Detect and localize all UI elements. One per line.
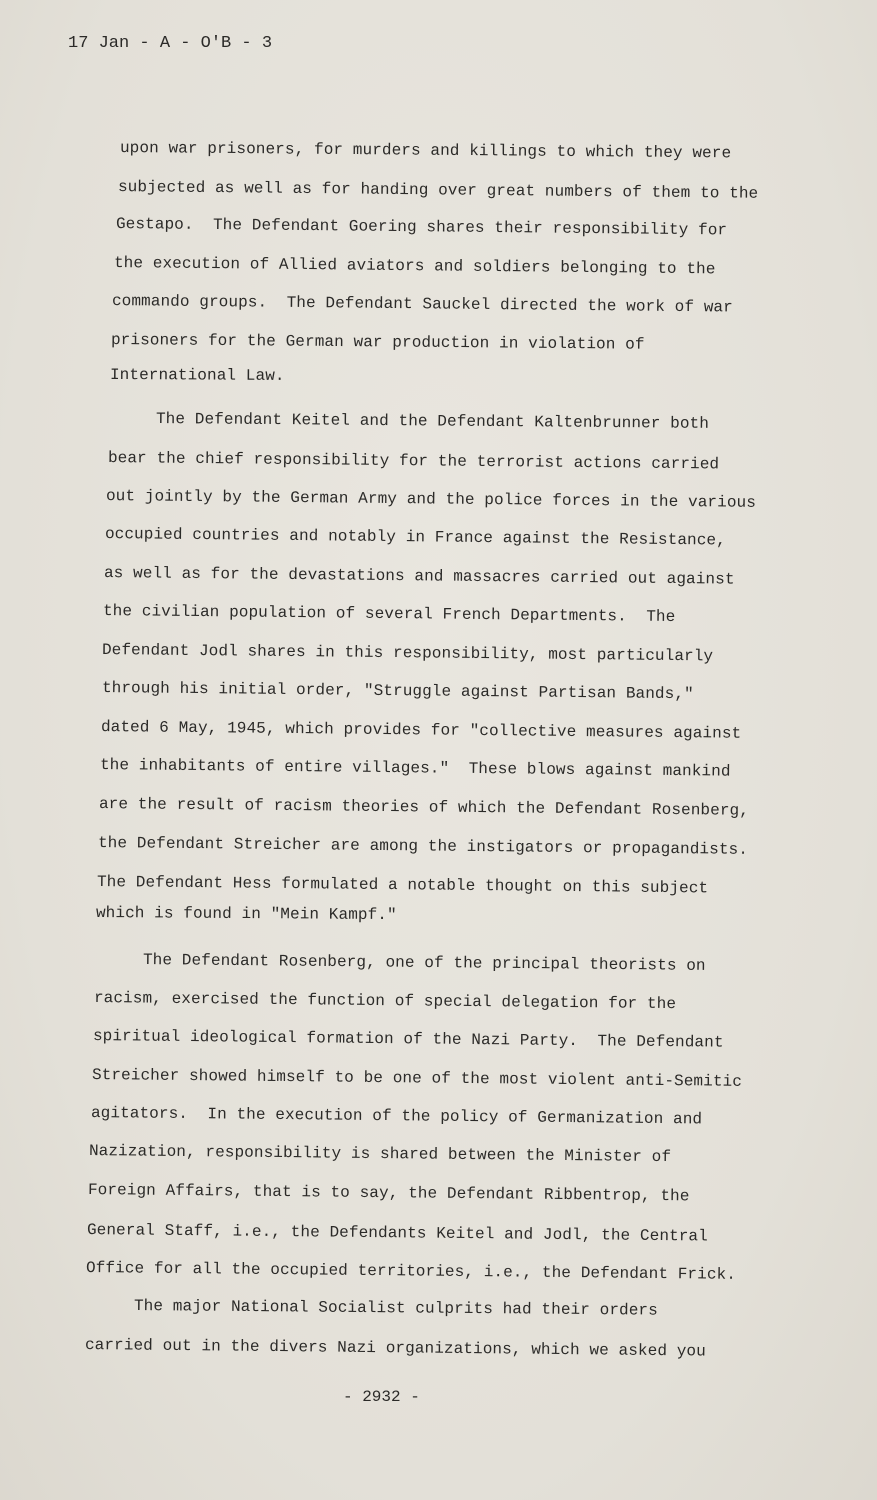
text-line: the inhabitants of entire villages." These blows against mankind: [99, 756, 731, 781]
text-line: through his initial order, "Struggle against Partisan Bands,": [101, 679, 694, 704]
text-line: Streicher showed himself to be one of the most violent anti-Semitic: [91, 1066, 743, 1091]
text-line: subjected as well as for handing over great numbers of them to the: [117, 178, 759, 203]
text-line: dated 6 May, 1945, which provides for "collective measures against: [100, 718, 742, 743]
text-line: Gestapo. The Defendant Goering shares their responsibility for: [115, 215, 728, 240]
text-line: which is found in "Mein Kampf.": [95, 904, 397, 925]
text-line: The Defendant Hess formulated a notable thought on this subject: [96, 873, 709, 898]
text-line: bear the chief responsibility for the terrorist actions carried: [107, 449, 720, 474]
text-line: upon war prisoners, for murders and killings to which they were: [119, 139, 732, 163]
page-header: 17 Jan - A - O'B - 3: [68, 34, 273, 53]
text-line: The Defendant Keitel and the Defendant Kaltenbrunner both: [155, 410, 710, 433]
text-line: are the result of racism theories of which the Defendant Rosenberg,: [98, 795, 750, 820]
text-line: The major National Socialist culprits had their orders: [133, 1297, 658, 1320]
text-line: the execution of Allied aviators and soldiers belonging to the: [113, 254, 716, 279]
text-line: The Defendant Rosenberg, one of the principal theorists on: [142, 951, 706, 975]
text-line: International Law.: [109, 366, 285, 385]
text-line: Nazization, responsibility is shared between the Minister of: [88, 1142, 672, 1167]
text-line: spiritual ideological formation of the Nazi Party. The Defendant: [92, 1027, 724, 1052]
text-line: carried out in the divers Nazi organizations, which we asked you: [84, 1336, 706, 1361]
text-line: Foreign Affairs, that is to say, the Defendant Ribbentrop, the: [87, 1181, 690, 1206]
page-number: - 2932 -: [343, 1388, 420, 1406]
text-line: Defendant Jodl shares in this responsibility, most particularly: [101, 641, 714, 666]
text-line: as well as for the devastations and massacres carried out against: [103, 564, 735, 589]
text-line: commando groups. The Defendant Sauckel directed the work of war: [111, 292, 733, 317]
text-line: prisoners for the German war production in violation of: [110, 331, 645, 354]
text-line: the civilian population of several French Departments. The: [102, 602, 676, 626]
text-line: General Staff, i.e., the Defendants Keitel and Jodl, the Central: [86, 1221, 708, 1246]
text-line: out jointly by the German Army and the police forces in the various: [105, 487, 757, 512]
text-line: Office for all the occupied territories, i.e., the Defendant Frick.: [85, 1259, 737, 1284]
text-line: racism, exercised the function of special delegation for the: [93, 989, 677, 1014]
text-line: occupied countries and notably in France against the Resistance,: [104, 525, 726, 550]
text-line: the Defendant Streicher are among the instigators or propagandists.: [97, 834, 749, 859]
text-line: agitators. In the execution of the policy of Germanization and: [90, 1104, 703, 1129]
